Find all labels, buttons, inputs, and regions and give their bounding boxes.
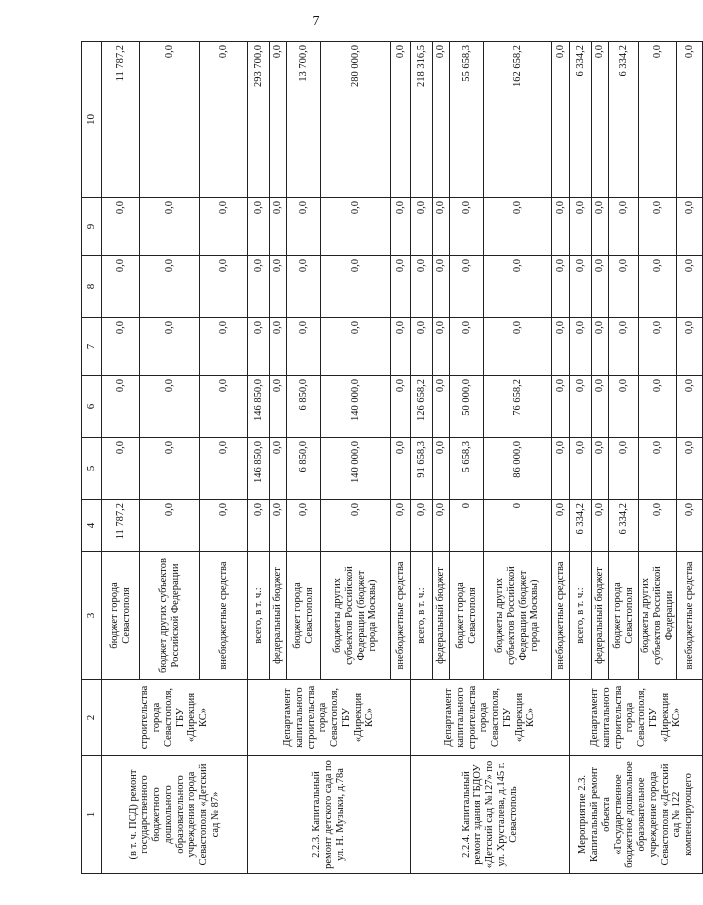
measure-cell: 2.2.4. Капитальный ремонт здания ГБДОУ «Детский сад №127» по ул. Хрусталева, д.145 г. Севастополь [411,756,570,874]
value-cell: 0,0 [639,318,677,376]
value-cell: 76 658,2 [484,376,552,438]
value-cell: 6 334,2 [570,42,592,198]
source-cell: федеральный бюджет [270,552,287,680]
value-cell: 0,0 [552,256,570,318]
value-cell: 0,0 [140,376,200,438]
value-cell: 0,0 [639,198,677,256]
value-cell: 0,0 [321,256,391,318]
source-cell: внебюджетные средства [677,552,703,680]
funding-table [81,41,703,874]
value-cell: 146 850,0 [248,376,270,438]
header-cell: 8 [82,256,102,318]
value-cell: 0,0 [570,376,592,438]
source-cell: бюджеты других субъектов Российской Федерации (бюджет города Москвы) [484,552,552,680]
value-cell: 0,0 [592,256,609,318]
value-cell: 140 000,0 [321,376,391,438]
value-cell: 0,0 [248,318,270,376]
value-cell: 0,0 [102,318,140,376]
value-cell: 0,0 [391,438,411,500]
value-cell: 6 334,2 [609,42,639,198]
source-cell: бюджет города Севастополя [609,552,639,680]
page-number: 7 [312,14,320,29]
value-cell: 0,0 [200,198,248,256]
header-cell: 9 [82,198,102,256]
value-cell: 0,0 [200,42,248,198]
value-cell: 0,0 [270,256,287,318]
source-cell: внебюджетные средства [552,552,570,680]
value-cell: 0,0 [248,500,270,552]
value-cell: 0,0 [450,256,484,318]
value-cell: 0,0 [639,438,677,500]
value-cell: 0,0 [287,318,321,376]
value-cell: 6 850,0 [287,438,321,500]
value-cell: 0,0 [552,438,570,500]
source-cell: внебюджетные средства [391,552,411,680]
value-cell: 13 700,0 [287,42,321,198]
value-cell: 0,0 [140,256,200,318]
header-cell: 6 [82,376,102,438]
value-cell: 0,0 [102,198,140,256]
source-cell: федеральный бюджет [433,552,450,680]
value-cell: 0,0 [677,256,703,318]
value-cell: 0,0 [200,318,248,376]
value-cell: 0,0 [391,42,411,198]
value-cell: 6 334,2 [570,500,592,552]
header-cell: 5 [82,438,102,500]
value-cell: 0,0 [200,256,248,318]
value-cell: 0 [484,500,552,552]
value-cell: 0,0 [570,198,592,256]
value-cell: 0,0 [140,318,200,376]
value-cell: 0,0 [102,256,140,318]
value-cell: 0,0 [248,198,270,256]
table-row [102,42,140,874]
value-cell: 6 850,0 [287,376,321,438]
value-cell: 0,0 [287,500,321,552]
value-cell: 0,0 [270,500,287,552]
value-cell: 0,0 [677,438,703,500]
value-cell: 0,0 [433,198,450,256]
header-cell: 4 [82,500,102,552]
value-cell: 0,0 [270,318,287,376]
value-cell: 0,0 [450,318,484,376]
value-cell: 0,0 [570,318,592,376]
source-cell: федеральный бюджет [592,552,609,680]
value-cell: 0,0 [592,198,609,256]
value-cell: 0,0 [552,376,570,438]
value-cell: 0,0 [200,438,248,500]
value-cell: 0,0 [484,198,552,256]
value-cell: 0,0 [677,500,703,552]
value-cell: 0,0 [484,256,552,318]
source-cell: бюджет города Севастополя [102,552,140,680]
value-cell: 0,0 [411,198,433,256]
source-cell: бюджет города Севастополя [450,552,484,680]
value-cell: 0,0 [639,500,677,552]
value-cell: 0,0 [200,500,248,552]
value-cell: 0,0 [411,318,433,376]
value-cell: 0,0 [570,256,592,318]
value-cell: 55 658,3 [450,42,484,198]
value-cell: 0,0 [287,256,321,318]
value-cell: 0,0 [552,42,570,198]
value-cell: 0,0 [321,500,391,552]
value-cell: 0,0 [287,198,321,256]
value-cell: 0,0 [391,198,411,256]
header-row [82,42,102,874]
value-cell: 0,0 [484,318,552,376]
value-cell: 6 334,2 [609,500,639,552]
value-cell: 0,0 [677,42,703,198]
source-cell: бюджеты других субъектов Российской Федерации (бюджет города Москвы) [321,552,391,680]
source-cell: всего, в т. ч.: [570,552,592,680]
value-cell: 0,0 [592,438,609,500]
value-cell: 0,0 [391,500,411,552]
table-row [411,42,433,874]
value-cell: 0,0 [592,376,609,438]
value-cell: 126 658,2 [411,376,433,438]
value-cell: 0,0 [200,376,248,438]
value-cell: 0,0 [609,198,639,256]
value-cell: 0,0 [270,438,287,500]
source-cell: бюджет других субъектов Российской Федерации [140,552,200,680]
source-cell: бюджет города Севастополя [287,552,321,680]
value-cell: 11 787,2 [102,42,140,198]
header-cell: 7 [82,318,102,376]
measure-cell: (в т. ч. ПСД) ремонт государственного бюджетного дошкольного образовательного учреждения города Севастополя «Детский сад № 87» [102,756,248,874]
value-cell: 0,0 [140,438,200,500]
value-cell: 0,0 [592,500,609,552]
source-cell: всего, в т. ч.: [411,552,433,680]
value-cell: 11 787,2 [102,500,140,552]
value-cell: 0,0 [391,318,411,376]
header-cell: 1 [82,756,102,874]
value-cell: 0,0 [140,198,200,256]
value-cell: 0,0 [433,438,450,500]
value-cell: 0,0 [433,42,450,198]
value-cell: 0,0 [140,500,200,552]
value-cell: 0,0 [639,42,677,198]
value-cell: 0,0 [433,500,450,552]
executor-cell: строительства города Севастополя, ГБУ «Дирекция КС» [102,680,248,756]
value-cell: 0,0 [270,198,287,256]
header-cell: 3 [82,552,102,680]
value-cell: 0,0 [450,198,484,256]
value-cell: 0,0 [102,438,140,500]
value-cell: 0,0 [552,198,570,256]
source-cell: внебюджетные средства [200,552,248,680]
value-cell: 0,0 [570,438,592,500]
value-cell: 0,0 [552,318,570,376]
header-cell: 10 [82,42,102,198]
value-cell: 0,0 [321,198,391,256]
executor-cell: Департамент капитального строительства города Севастополя, ГБУ «Дирекция КС» [248,680,411,756]
value-cell: 0,0 [411,500,433,552]
value-cell: 0,0 [639,256,677,318]
value-cell: 0,0 [677,376,703,438]
value-cell: 0,0 [592,318,609,376]
value-cell: 0,0 [433,376,450,438]
value-cell: 0,0 [411,256,433,318]
value-cell: 50 000,0 [450,376,484,438]
value-cell: 0,0 [248,256,270,318]
value-cell: 0,0 [270,376,287,438]
value-cell: 0,0 [321,318,391,376]
table-frame [81,42,695,874]
source-cell: бюджеты других субъектов Российской Федерации [639,552,677,680]
value-cell: 293 700,0 [248,42,270,198]
value-cell: 0,0 [140,42,200,198]
value-cell: 0,0 [433,318,450,376]
value-cell: 0,0 [609,376,639,438]
executor-cell: Департамент капитального строительства города Севастополя, ГБУ «Дирекция КС» [411,680,570,756]
value-cell: 218 316,5 [411,42,433,198]
value-cell: 0,0 [391,256,411,318]
value-cell: 0,0 [639,376,677,438]
source-cell: всего, в т. ч.: [248,552,270,680]
executor-cell: Департамент капитального строительства города Севастополя, ГБУ «Дирекция КС» [570,680,703,756]
value-cell: 0,0 [609,318,639,376]
value-cell: 0,0 [391,376,411,438]
value-cell: 0,0 [552,500,570,552]
measure-cell: 2.2.3. Капитальный ремонт детского сада по ул. Н. Музыки, д.78а [248,756,411,874]
value-cell: 140 000,0 [321,438,391,500]
value-cell: 0,0 [609,256,639,318]
value-cell: 0 [450,500,484,552]
value-cell: 0,0 [677,318,703,376]
value-cell: 86 000,0 [484,438,552,500]
value-cell: 0,0 [270,42,287,198]
table-row [248,42,270,874]
value-cell: 0,0 [609,438,639,500]
value-cell: 0,0 [677,198,703,256]
value-cell: 0,0 [433,256,450,318]
value-cell: 5 658,3 [450,438,484,500]
value-cell: 146 850,0 [248,438,270,500]
value-cell: 91 658,3 [411,438,433,500]
value-cell: 162 658,2 [484,42,552,198]
measure-cell: Мероприятие 2.3. Капитальный ремонт объекта «Государственное бюджетное дошкольное образовательное учреждение города Севастополя «Детский сад № 122 компенсирующего [570,756,703,874]
value-cell: 0,0 [592,42,609,198]
value-cell: 0,0 [102,376,140,438]
rotated-table-container [81,42,695,874]
value-cell: 280 000,0 [321,42,391,198]
table-row [570,42,592,874]
header-cell: 2 [82,680,102,756]
